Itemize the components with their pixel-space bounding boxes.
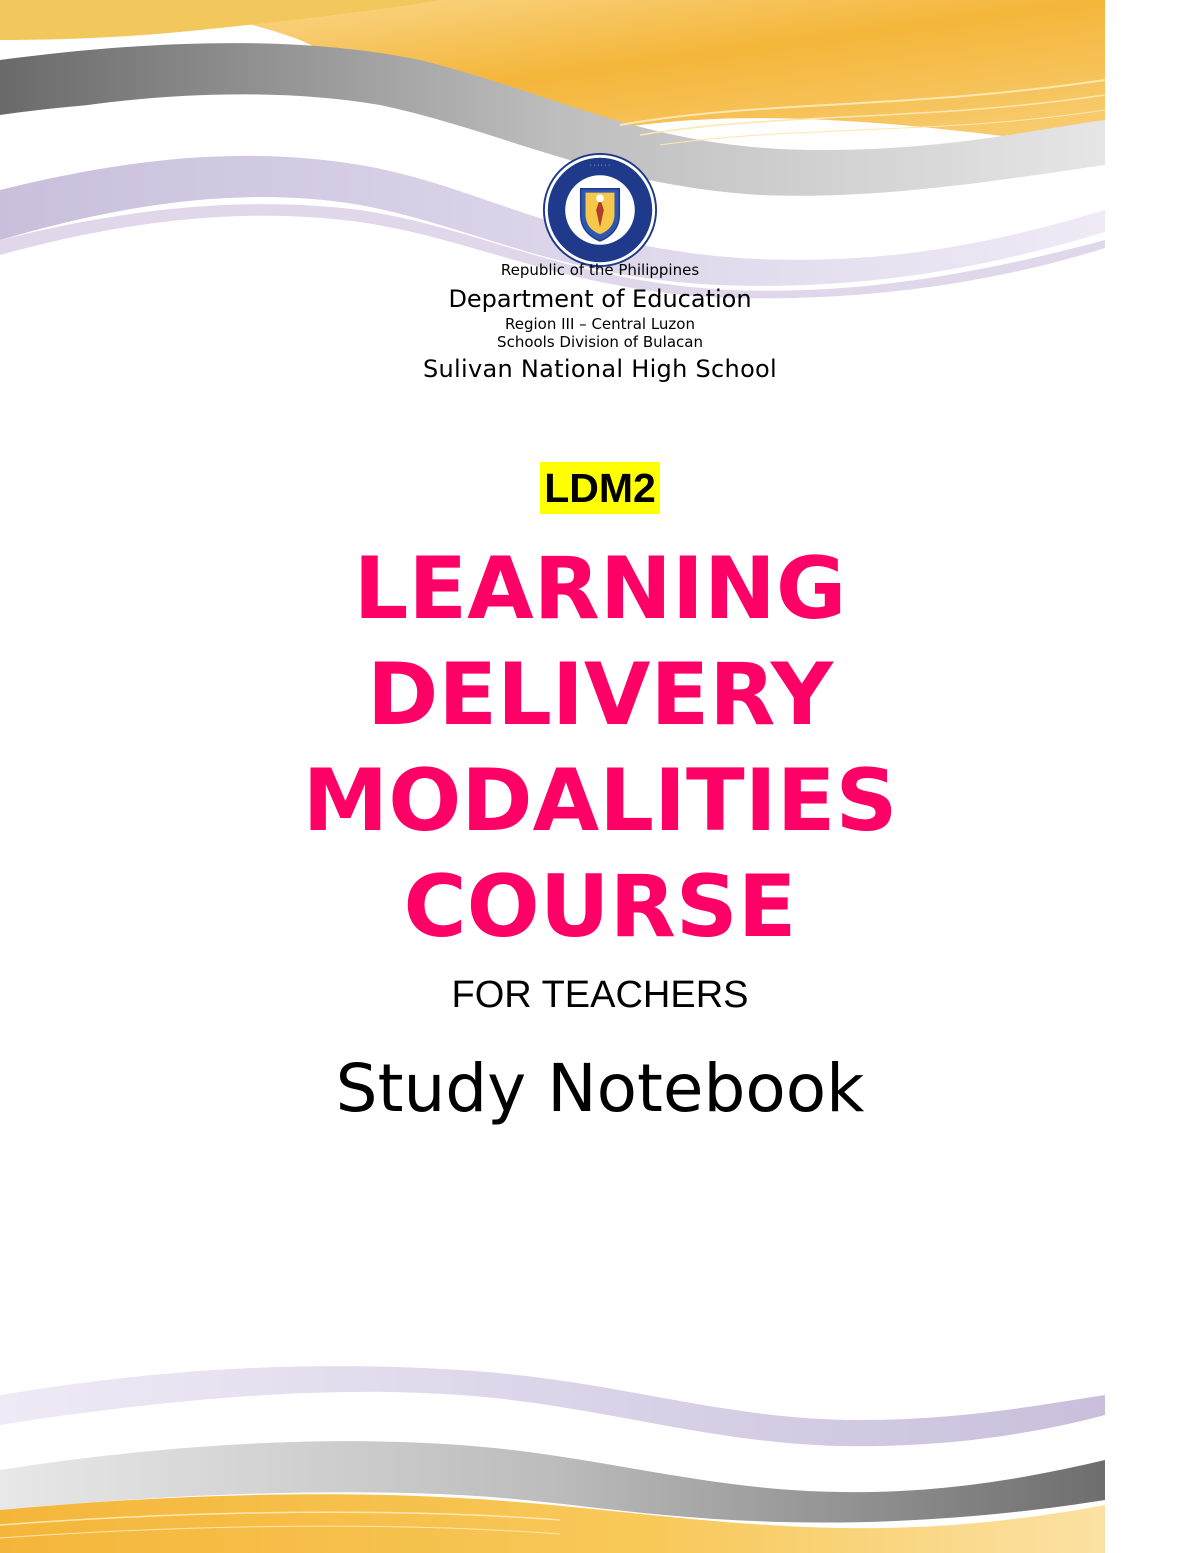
notebook-label: Study Notebook [335, 1050, 865, 1127]
region-line: Region III – Central Luzon [505, 315, 695, 333]
deped-seal [542, 152, 658, 268]
republic-line: Republic of the Philippines [500, 261, 700, 279]
school-name: Sulivan National High School [422, 355, 778, 383]
title-line: MODALITIES [302, 751, 898, 851]
badge-wrap [0, 462, 1200, 514]
title-line: COURSE [403, 857, 797, 957]
department-name: Department of Education [448, 285, 752, 313]
title-line: LEARNING [353, 539, 847, 639]
svg-text:· · · · · ·: · · · · · · [589, 163, 611, 170]
title-line: DELIVERY [366, 645, 834, 745]
ldm-badge: LDM2 [540, 462, 660, 514]
division-line: Schools Division of Bulacan [497, 333, 703, 351]
subtitle: FOR TEACHERS [451, 974, 749, 1016]
bottom-wave-decoration [0, 1300, 1200, 1553]
course-title [0, 536, 1200, 960]
